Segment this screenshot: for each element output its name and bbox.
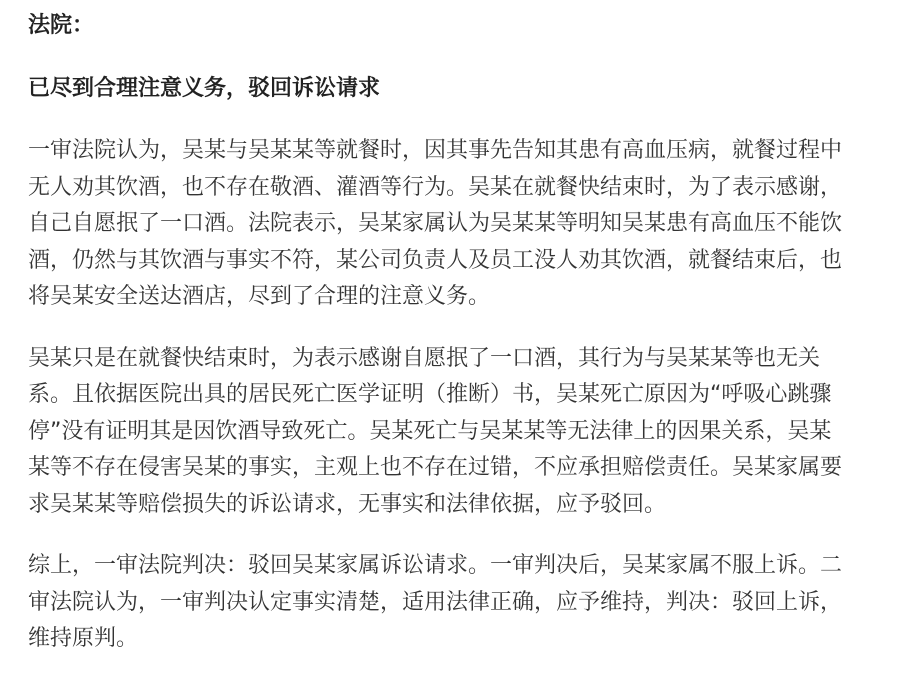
text-line: 求吴某某等赔偿损失的诉讼请求，无事实和法律依据，应予驳回。: [28, 491, 667, 517]
article-body: [28, 0, 878, 658]
section-heading-ruling: 已尽到合理注意义务，驳回诉讼请求: [28, 76, 381, 101]
paragraph-causation-analysis: [28, 341, 878, 524]
text-line: 自己自愿抿了一口酒。法院表示，吴某家属认为吴某某等明知吴某患有高血压不能饮: [28, 211, 843, 236]
text-line: 无人劝其饮酒，也不存在敬酒、灌酒等行为。吴某在就餐快结束时，为了表示感谢，: [28, 174, 843, 200]
text-line: 停”没有证明其是因饮酒导致死亡。吴某死亡与吴某某等无法律上的因果关系，吴某: [28, 418, 832, 444]
text-line: 一审法院认为，吴某与吴某某等就餐时，因其事先告知其患有高血压病，就餐过程中: [28, 138, 843, 163]
text-line: 将吴某安全送达酒店，尽到了合理的注意义务。: [28, 284, 491, 309]
text-line: 吴某只是在就餐快结束时，为表示感谢自愿抿了一口酒，其行为与吴某某等也无关: [28, 345, 821, 371]
text-line: 某等不存在侵害吴某的事实，主观上也不存在过错，不应承担赔偿责任。吴某家属要: [28, 455, 843, 480]
section-heading-court: 法院：: [28, 13, 95, 38]
text-line: 酒，仍然与其饮酒与事实不符，某公司负责人及员工没人劝其饮酒，就餐结束后，也: [28, 247, 843, 273]
text-line: 维持原判。: [28, 626, 139, 651]
paragraph-first-instance-reasoning: [28, 133, 878, 316]
text-line: 审法院认为，一审判决认定事实清楚，适用法律正确，应予维持，判决：驳回上诉，: [28, 589, 843, 615]
text-line: 系。且依据医院出具的居民死亡医学证明（推断）书，吴某死亡原因为“呼吸心跳骤: [28, 382, 832, 407]
text-line: 综上，一审法院判决：驳回吴某家属诉讼请求。一审判决后，吴某家属不服上诉。二: [28, 553, 843, 578]
paragraph-judgment-summary: [28, 548, 878, 658]
